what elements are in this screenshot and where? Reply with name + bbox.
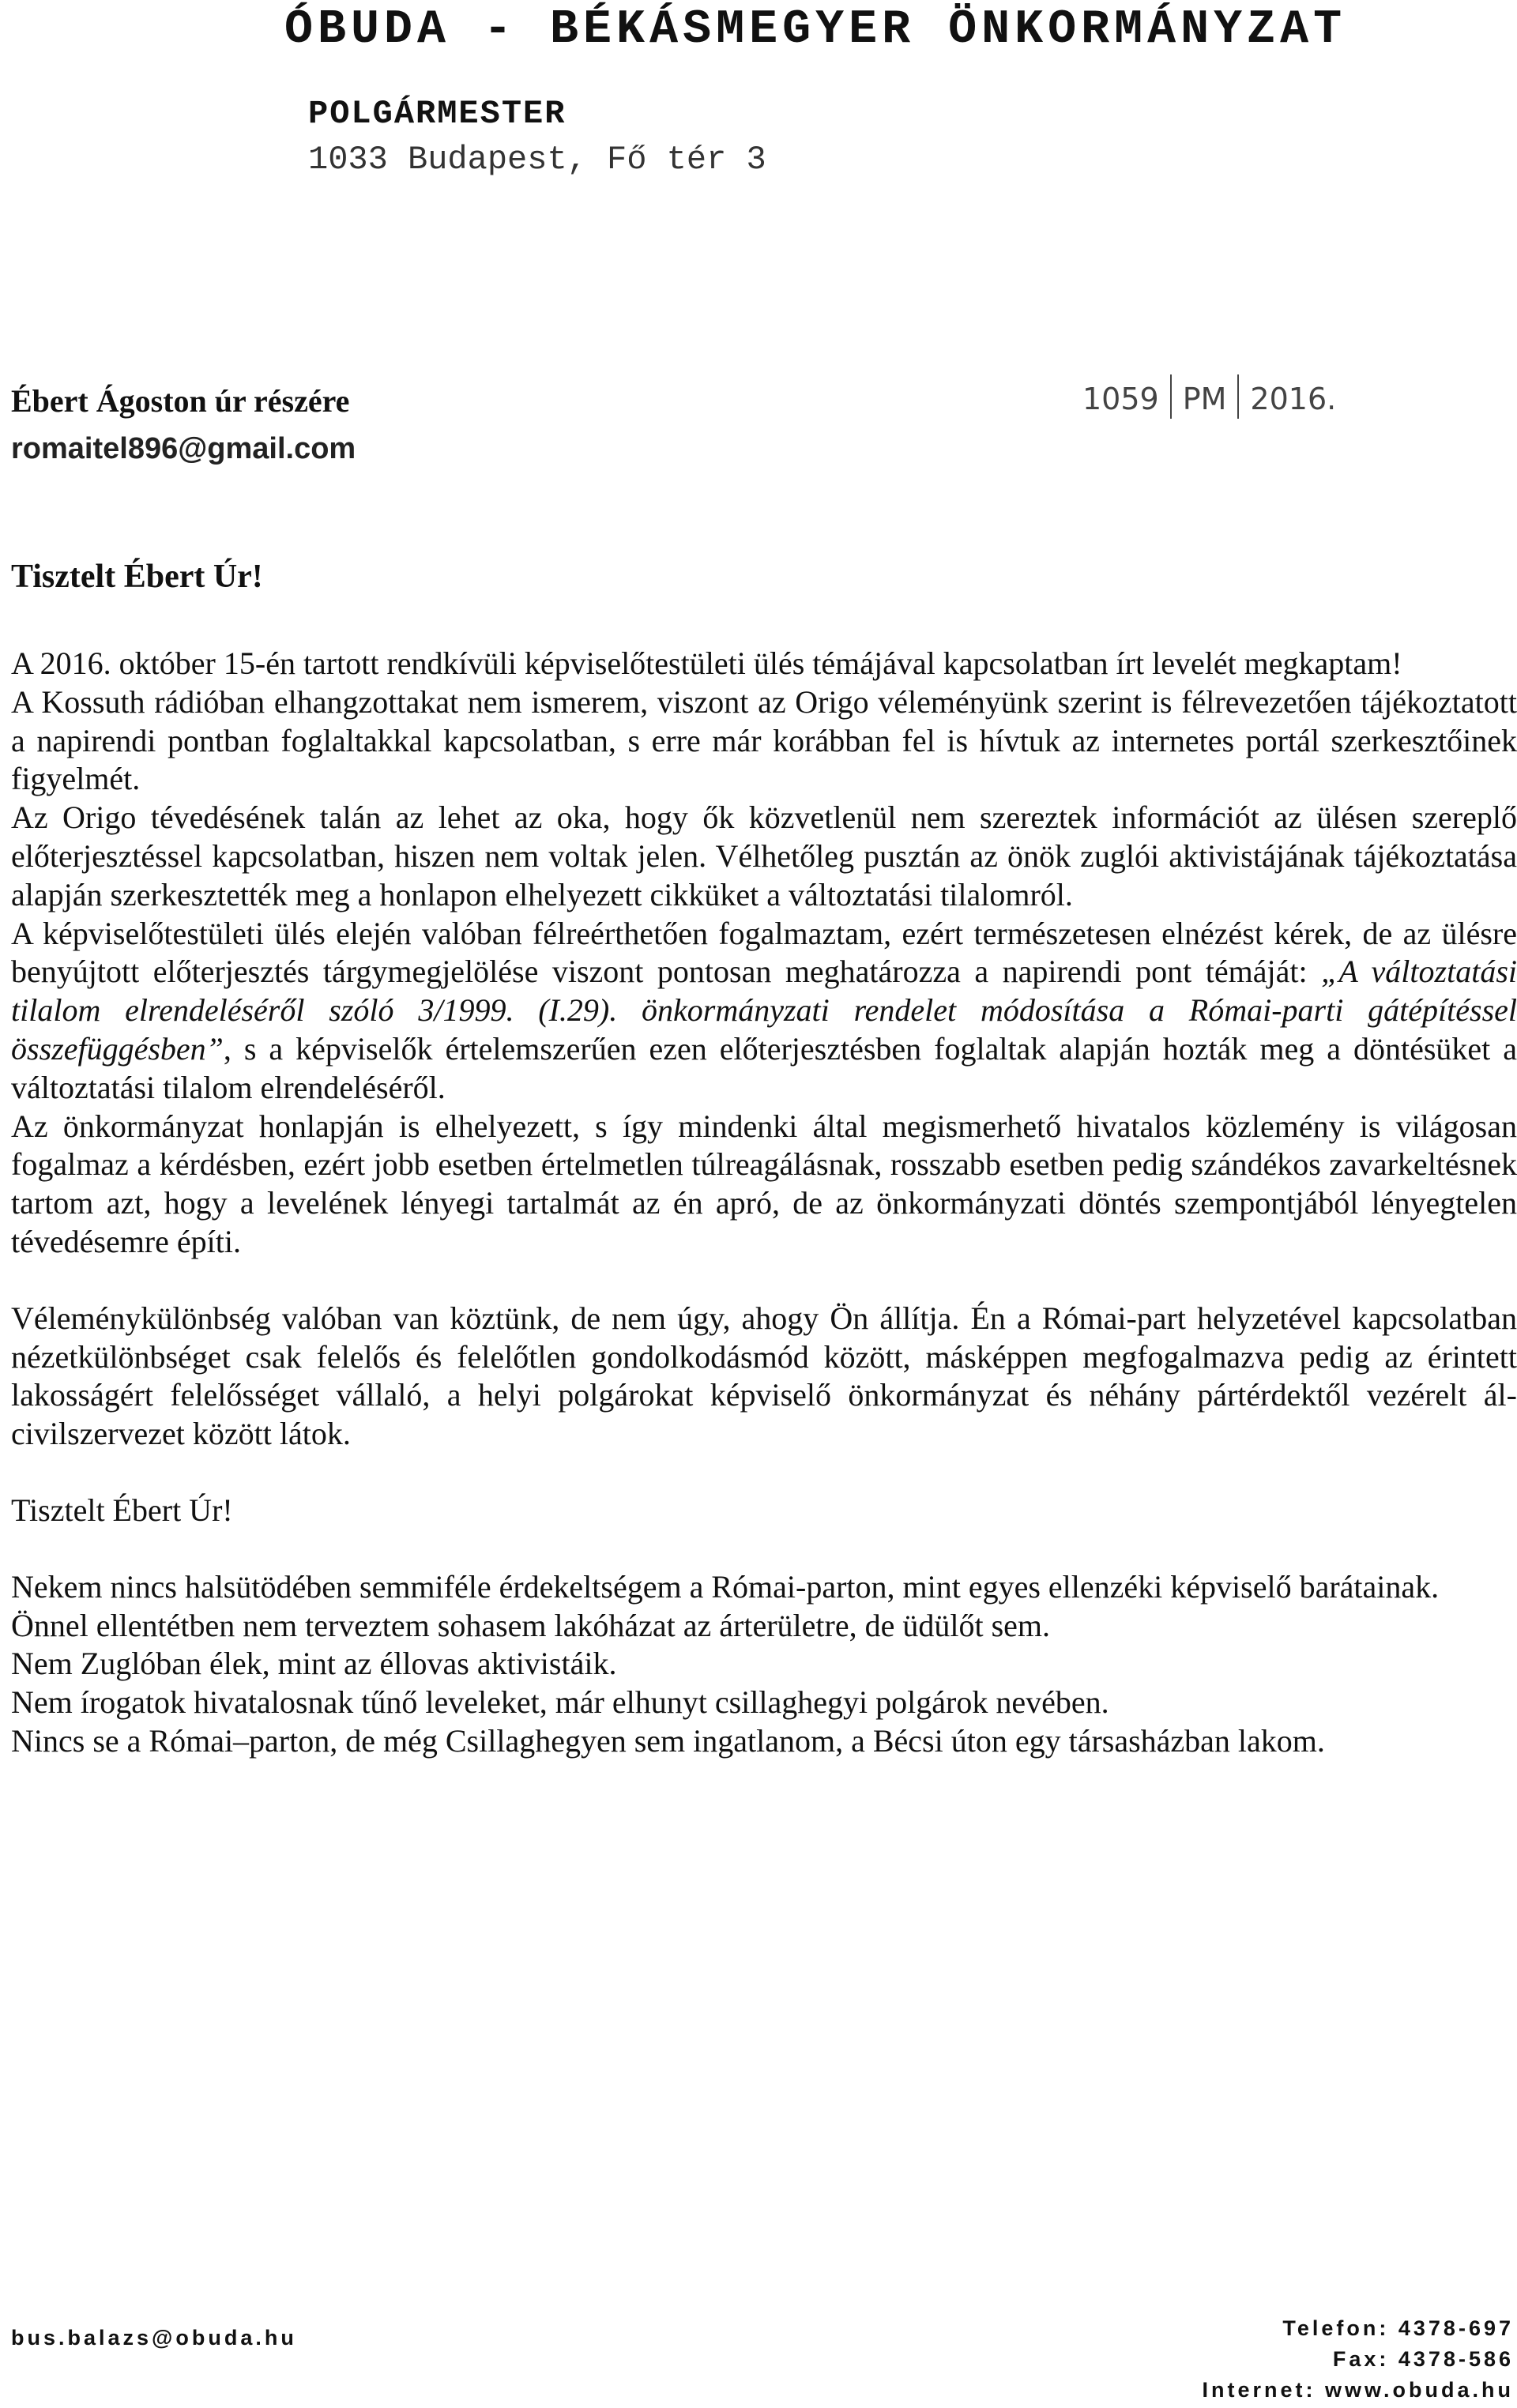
reference-number — [1082, 374, 1336, 419]
body-paragraph: Az Origo tévedésének talán az lehet az oka, hogy ők közvetlenül nem szereztek információt az ülésen szereplő előterjesztéssel kapcsolatban, hiszen nem voltak jelen. Vélhetőleg pusztán az önök zuglói aktivistájának tájékoztatása alapján szerkesztették meg a honlapon elhelyezett cikküket a változtatási tilalomról. — [11, 800, 1517, 912]
reference-dept: PM — [1182, 382, 1227, 416]
footer-web: Internet: www.obuda.hu — [1202, 2378, 1514, 2402]
letterhead-office: POLGÁRMESTER — [308, 95, 567, 133]
recipient-block — [11, 378, 356, 472]
second-salutation: Tisztelt Ébert Úr! — [11, 1492, 233, 1528]
body-paragraph-end: , s a képviselők értelemszerűen ezen előterjesztésben foglaltak alapján hozták meg a döntésüket a változtatási tilalom elrendeléséről. — [11, 1030, 1517, 1105]
body-paragraph: Önnel ellentétben nem terveztem sohasem lakóházat az árterületre, de üdülőt sem. — [11, 1607, 1050, 1643]
letterhead-org-name: ÓBUDA - BÉKÁSMEGYER ÖNKORMÁNYZAT — [284, 3, 1347, 57]
paragraph-gap — [11, 1530, 1517, 1568]
footer-fax: Fax: 4378-586 — [1332, 2347, 1514, 2371]
letter-body — [11, 645, 1517, 1761]
recipient-name: Ébert Ágoston úr részére — [11, 383, 350, 419]
body-paragraph: A 2016. október 15-én tartott rendkívüli képviselőtestületi ülés témájával kapcsolatban írt levelét megkaptam! — [11, 645, 1402, 681]
recipient-email: romaitel896@gmail.com — [11, 432, 356, 465]
reference-number-value: 1059 — [1082, 382, 1159, 416]
body-paragraph: Nem Zuglóban élek, mint az éllovas aktivistáik. — [11, 1646, 617, 1682]
reference-year: 2016. — [1250, 382, 1337, 416]
body-paragraph-start: A képviselőtestületi ülés elején valóban félreérthetően fogalmaztam, ezért természetesen elnézést kérek, de az ülésre benyújtott előterjesztés tárgymegjelölése viszont pontosan meghatározza a napirendi pont témáját: — [11, 915, 1517, 990]
regulation-title-quote: „A változtatási tilalom elrendeléséről szóló 3/1999. (I.29). önkormányzati rendelet módosítása a Római-parti gátépítéssel összefüggésben” — [11, 954, 1517, 1067]
body-paragraph: Az önkormányzat honlapján is elhelyezett, s így mindenki által megismerhető hivatalos közlemény is világosan fogalmaz a kérdésben, ezért jobb esetben értelmetlen túlreagálásnak, rosszabb esetben pedig szándékos zavarkeltésnek tartom azt, hogy a levelének lényegi tartalmát az én apró, de az önkormányzati döntés szempontjából lényegtelen tévedésemre építi. — [11, 1108, 1517, 1259]
paragraph-gap — [11, 1262, 1517, 1300]
body-paragraph: Véleménykülönbség valóban van köztünk, de nem úgy, ahogy Ön állítja. Én a Római-part helyzetével kapcsolatban nézetkülönbséget csak felelős és felelőtlen gondolkodásmód között, másképpen megfogalmazva pedig az érintett lakosságért felelősséget vállaló, a helyi polgárokat képviselő önkormányzat és néhány pártérdektől vezérelt ál-civilszervezet között látok. — [11, 1300, 1517, 1452]
body-paragraph: Nem írogatok hivatalosnak tűnő leveleket, már elhunyt csillaghegyi polgárok nevében. — [11, 1684, 1109, 1721]
footer-phone: Telefon: 4378-697 — [1282, 2316, 1514, 2340]
body-paragraph — [11, 915, 1517, 1108]
body-paragraph: Nincs se a Római–parton, de még Csillaghegyen sem ingatlanom, a Bécsi úton egy társasházban lakom. — [11, 1722, 1325, 1759]
body-paragraph: Nekem nincs halsütödében semmiféle érdekeltségem a Római-parton, mint egyes ellenzéki képviselő barátainak. — [11, 1568, 1440, 1605]
footer-email: bus.balazs@obuda.hu — [11, 2326, 297, 2350]
body-paragraph: A Kossuth rádióban elhangzottakat nem ismerem, viszont az Origo véleményünk szerint is félrevezetően tájékoztatott a napirendi pontban foglaltakkal kapcsolatban, s erre már korábban fel is hívtuk az internetes portál szerkesztőinek figyelmét. — [11, 683, 1517, 797]
footer-contacts — [1203, 2313, 1514, 2406]
letterhead-address: 1033 Budapest, Fő tér 3 — [308, 141, 766, 179]
paragraph-gap — [11, 1454, 1517, 1492]
salutation: Tisztelt Ébert Úr! — [11, 559, 263, 595]
reference-divider — [1237, 374, 1239, 419]
reference-divider — [1170, 374, 1172, 419]
